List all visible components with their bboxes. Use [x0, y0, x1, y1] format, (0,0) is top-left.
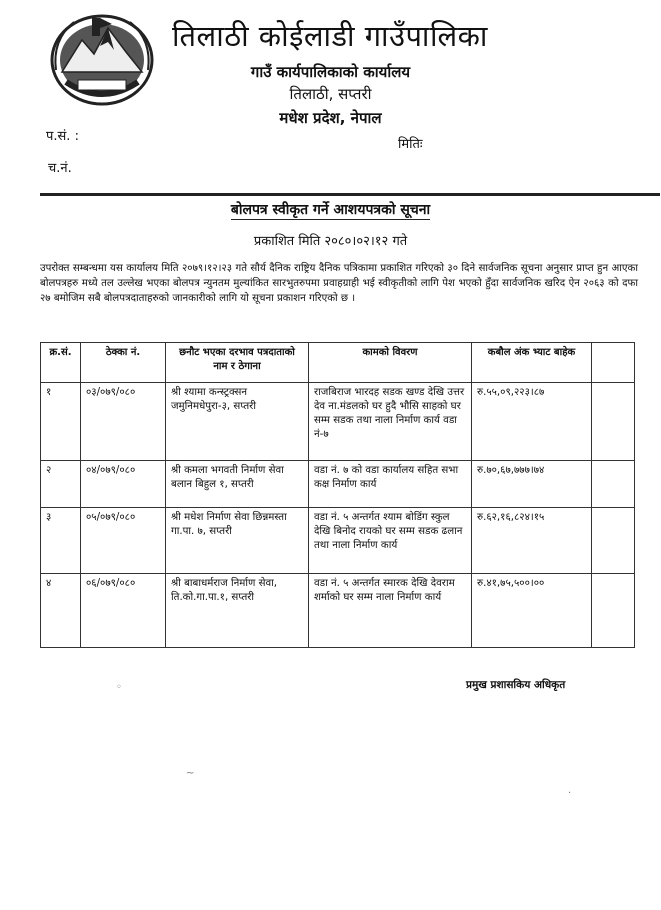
- cell-sn: २: [41, 461, 81, 508]
- cell-bidder: श्री बाबाधर्मराज निर्माण सेवा, ति.को.गा.पा.१, सप्तरी: [166, 574, 309, 648]
- col-header-contract-no: ठेक्का नं.: [81, 343, 166, 383]
- cell-contract-no: ०६/०७९/०८०: [81, 574, 166, 648]
- published-date: प्रकाशित मिति २०८०।०२।१२ गते: [253, 234, 408, 249]
- cell-contract-no: ०३/०७९/०८०: [81, 383, 166, 461]
- cell-description: वडा नं. ५ अन्तर्गत स्मारक देखि देवराम शर्माको घर सम्म नाला निर्माण कार्य: [309, 574, 472, 648]
- cell-bidder: श्री कमला भगवती निर्माण सेवा बलान बिहुल १, सप्तरी: [166, 461, 309, 508]
- col-header-description: कामको विवरण: [309, 343, 472, 383]
- cell-sn: ४: [41, 574, 81, 648]
- table-row: [41, 383, 635, 461]
- col-header-extra: [592, 343, 635, 383]
- cell-amount: रु.५५,०९,२२३।८७: [472, 383, 592, 461]
- cell-bidder: श्री मधेश निर्माण सेवा छिन्नमस्ता गा.पा. ७, सप्तरी: [166, 508, 309, 574]
- cell-contract-no: ०४/०७९/०८०: [81, 461, 166, 508]
- scan-mark: ·: [568, 788, 572, 799]
- cell-contract-no: ०५/०७९/०८०: [81, 508, 166, 574]
- cell-amount: रु.७०,६७,७७७।७४: [472, 461, 592, 508]
- office-name: गाउँ कार्यपालिकाको कार्यालय: [250, 63, 411, 81]
- cell-amount: रु.४१,७५,५००।००: [472, 574, 592, 648]
- header-divider: [40, 193, 660, 196]
- cell-extra: [592, 383, 635, 461]
- ps-label: प.सं. :: [46, 129, 79, 144]
- notice-heading: [0, 200, 661, 219]
- table-header-row: [41, 343, 635, 383]
- province-country: मधेश प्रदेश, नेपाल: [279, 109, 382, 127]
- cell-sn: १: [41, 383, 81, 461]
- table-row: [41, 508, 635, 574]
- cell-bidder: श्री श्यामा कन्स्ट्रक्सन जमुनिमधेपुरा-३, सप्तरी: [166, 383, 309, 461]
- chn-label: च.नं.: [48, 161, 72, 176]
- cell-description: वडा नं. ७ को वडा कार्यालय सहित सभा कक्ष निर्माण कार्य: [309, 461, 472, 508]
- cell-extra: [592, 461, 635, 508]
- cell-amount: रु.६२,१६,८२४।१५: [472, 508, 592, 574]
- table-row: [41, 461, 635, 508]
- cell-sn: ३: [41, 508, 81, 574]
- col-header-bidder: छनौट भएका दरभाव पत्रदाताको नाम र ठेगाना: [166, 343, 309, 383]
- notice-heading-text: बोलपत्र स्वीकृत गर्ने आशयपत्रको सूचना: [230, 202, 431, 218]
- signatory-title: प्रमुख प्रशासकिय अधिकृत: [466, 679, 566, 691]
- cell-extra: [592, 508, 635, 574]
- cell-extra: [592, 574, 635, 648]
- notice-body: उपरोक्त सम्बन्धमा यस कार्यालय मिति २०७९।१२।२३ गते सौर्य दैनिक राष्ट्रिय दैनिक पत्रिकामा प्रकाशित गरिएको ३० दिने सार्वजनिक सूचना अनुसार प्राप्त हुन आएका बोलपत्रहरु मध्ये तल उल्लेख भएका बोलपत्र न्युनतम मुल्यांकित सारभुतरुपमा प्रवाहग्राही भई स्वीकृतीको लागि पेश भएको हुँदा सार्वजनिक खरिद ऐन २०६३ को दफा २७ बमोजिम सबै बोलपत्रदाताहरुको जानकारीको लागि यो सूचना प्रकाशन गरिएको छ ।: [40, 263, 638, 304]
- col-header-amount: कबौल अंक भ्याट बाहेक: [472, 343, 592, 383]
- municipality-title: तिलाठी कोईलाडी गाउँपालिका: [172, 19, 488, 53]
- cell-description: वडा नं. ५ अन्तर्गत श्याम बोडिंग स्कुल देखि बिनोद रायको घर सम्म सडक ढलान तथा नाला निर्माण कार्य: [309, 508, 472, 574]
- table-row: [41, 574, 635, 648]
- scan-mark: ◦: [116, 682, 122, 693]
- cell-description: राजबिराज भारदह सडक खण्ड देखि उत्तर देव ना.मंडलको घर हुदै भौसि साहको घर सम्म सडक तथा नाला निर्माण कार्य वडा नं-७: [309, 383, 472, 461]
- scan-mark: ~: [186, 768, 195, 779]
- tender-table: [40, 342, 635, 648]
- col-header-sn: क्र.सं.: [41, 343, 81, 383]
- office-address: तिलाठी, सप्तरी: [289, 85, 372, 103]
- miti-label: मितिः: [398, 137, 423, 152]
